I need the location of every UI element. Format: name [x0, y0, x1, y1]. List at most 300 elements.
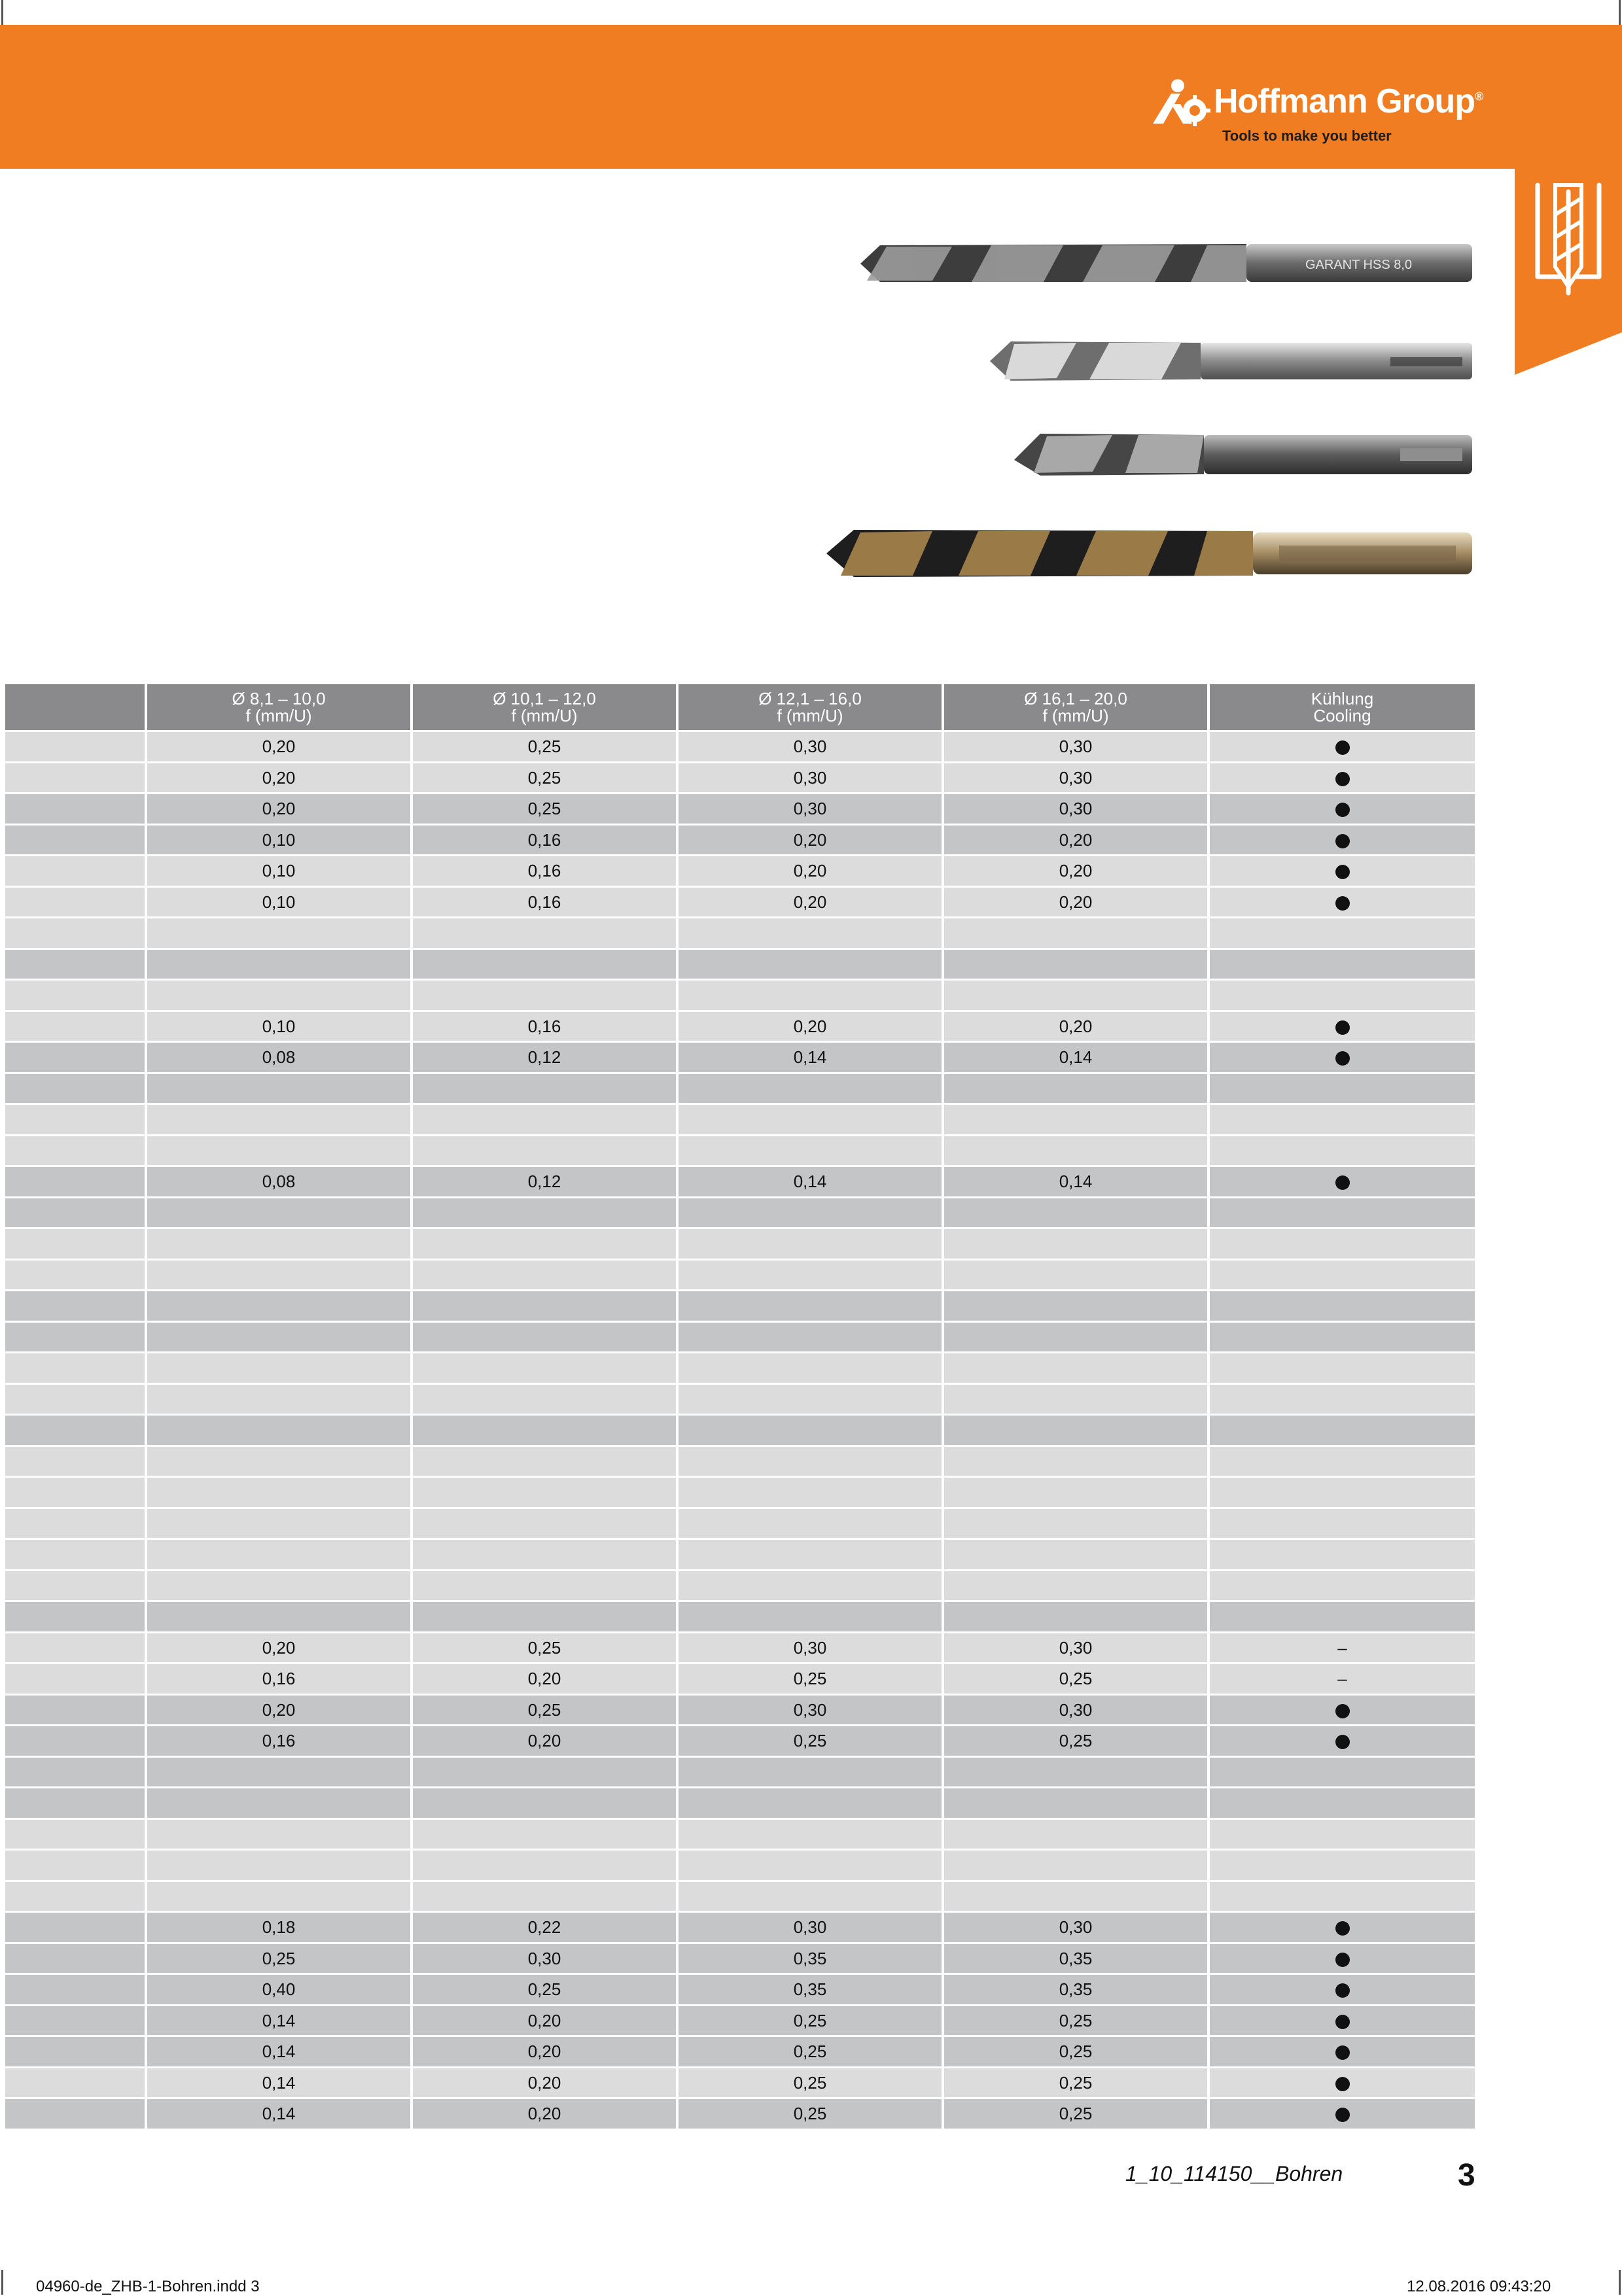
table-row — [5, 1818, 1476, 1850]
cooling-cell — [1208, 886, 1476, 918]
cooling-cell: – — [1208, 1632, 1476, 1663]
feed-value-cell — [146, 1073, 412, 1104]
feed-value-cell: 0,14 — [146, 2098, 412, 2130]
material-cell — [5, 1477, 146, 1508]
cooling-required-dot-icon — [1335, 2045, 1350, 2060]
table-row — [5, 1011, 1476, 1042]
material-cell — [5, 2036, 146, 2068]
feed-value-cell — [146, 1228, 412, 1260]
material-cell — [5, 1726, 146, 1757]
feed-value-cell — [146, 1446, 412, 1477]
feed-value-cell — [677, 1539, 943, 1571]
feed-value-cell: 0,20 — [146, 1632, 412, 1663]
table-row — [5, 948, 1476, 980]
feed-value-cell — [146, 1477, 412, 1508]
table-row — [5, 1788, 1476, 1819]
feed-value-cell — [943, 1818, 1208, 1850]
cooling-cell — [1208, 1694, 1476, 1726]
header-diameter-range-2 — [412, 684, 677, 731]
cooling-cell — [1208, 1259, 1476, 1291]
table-row — [5, 2098, 1476, 2130]
feed-value-cell — [677, 1197, 943, 1228]
feed-value-cell: 0,16 — [412, 886, 677, 918]
feed-value-cell — [146, 948, 412, 980]
table-row — [5, 918, 1476, 949]
feed-value-cell — [943, 1104, 1208, 1136]
material-cell — [5, 886, 146, 918]
table-row — [5, 762, 1476, 793]
feed-value-cell — [943, 1353, 1208, 1384]
material-cell — [5, 1446, 146, 1477]
feed-value-cell — [943, 918, 1208, 949]
feed-value-cell — [146, 1259, 412, 1291]
table-body — [5, 731, 1476, 2130]
feed-value-cell — [677, 1508, 943, 1539]
feed-value-cell: 0,30 — [943, 731, 1208, 763]
feed-value-cell — [677, 1446, 943, 1477]
cooling-cell — [1208, 1788, 1476, 1819]
material-cell — [5, 1881, 146, 1912]
cooling-cell — [1208, 1850, 1476, 1881]
feed-value-cell: 0,08 — [146, 1166, 412, 1198]
feed-value-cell: 0,25 — [412, 762, 677, 793]
feed-value-cell — [677, 980, 943, 1011]
table-row — [5, 1974, 1476, 2006]
feed-value-cell: 0,20 — [677, 824, 943, 856]
feed-value-cell: 0,25 — [412, 1632, 677, 1663]
material-cell — [5, 1539, 146, 1571]
table-row — [5, 1104, 1476, 1136]
cooling-cell — [1208, 824, 1476, 856]
table-row — [5, 1663, 1476, 1695]
cooling-required-dot-icon — [1335, 803, 1350, 817]
feed-value-cell: 0,25 — [677, 2067, 943, 2098]
feed-value-cell — [412, 1788, 677, 1819]
cooling-required-dot-icon — [1335, 1983, 1350, 1998]
feed-value-cell — [943, 1756, 1208, 1788]
cooling-required-dot-icon — [1335, 1735, 1350, 1749]
cooling-cell — [1208, 1943, 1476, 1974]
feed-value-cell — [943, 1259, 1208, 1291]
table-row — [5, 2005, 1476, 2036]
cooling-required-dot-icon — [1335, 1051, 1350, 1066]
cooling-required-dot-icon — [1335, 2108, 1350, 2122]
feed-value-cell: 0,30 — [677, 762, 943, 793]
feed-value-cell: 0,35 — [677, 1974, 943, 2006]
cooling-cell: – — [1208, 1663, 1476, 1695]
feed-value-cell — [677, 1104, 943, 1136]
feed-value-cell: 0,30 — [943, 1694, 1208, 1726]
feed-value-cell: 0,30 — [677, 731, 943, 763]
feed-value-cell — [943, 1570, 1208, 1601]
feed-value-cell — [943, 1415, 1208, 1446]
cooling-cell — [1208, 1974, 1476, 2006]
feed-value-cell — [677, 1383, 943, 1415]
feed-value-cell — [412, 1321, 677, 1353]
feed-value-cell: 0,30 — [943, 1912, 1208, 1943]
brand-name: Hoffmann Group® — [1214, 82, 1483, 120]
feed-value-cell — [943, 1135, 1208, 1166]
material-cell — [5, 1321, 146, 1353]
material-cell — [5, 1383, 146, 1415]
material-cell — [5, 731, 146, 763]
feed-value-cell: 0,25 — [412, 731, 677, 763]
feed-value-cell: 0,20 — [412, 2005, 677, 2036]
feed-value-cell — [677, 918, 943, 949]
cooling-cell — [1208, 1881, 1476, 1912]
cooling-required-dot-icon — [1335, 1175, 1350, 1190]
feed-value-cell — [943, 1881, 1208, 1912]
cooling-cell — [1208, 1912, 1476, 1943]
feed-value-cell — [146, 1383, 412, 1415]
feed-value-cell — [677, 1601, 943, 1633]
feed-value-cell: 0,25 — [943, 1663, 1208, 1695]
feed-value-cell: 0,25 — [677, 2036, 943, 2068]
feed-value-cell: 0,10 — [146, 1011, 412, 1042]
header-line-2: f (mm/U) — [1042, 706, 1109, 725]
feed-value-cell: 0,25 — [943, 2005, 1208, 2036]
feed-value-cell: 0,20 — [146, 793, 412, 825]
feed-value-cell — [943, 1291, 1208, 1322]
feed-value-cell — [146, 1321, 412, 1353]
cooling-cell — [1208, 762, 1476, 793]
crop-mark-bottom-right — [1619, 2270, 1621, 2295]
cooling-cell — [1208, 1508, 1476, 1539]
table-row — [5, 886, 1476, 918]
feed-value-cell: 0,30 — [677, 793, 943, 825]
feed-value-cell — [146, 1570, 412, 1601]
feed-value-cell — [677, 1228, 943, 1260]
feed-value-cell: 0,16 — [412, 824, 677, 856]
feed-value-cell — [943, 1508, 1208, 1539]
cooling-cell — [1208, 1756, 1476, 1788]
table-row — [5, 1601, 1476, 1633]
feed-value-cell — [677, 1415, 943, 1446]
material-cell — [5, 1788, 146, 1819]
table-row — [5, 2067, 1476, 2098]
table-row — [5, 1073, 1476, 1104]
table-row — [5, 1632, 1476, 1663]
cooling-cell — [1208, 2036, 1476, 2068]
table-row — [5, 1228, 1476, 1260]
header-diameter-range-1 — [146, 684, 412, 731]
header-line-1: Ø 16,1 – 20,0 — [1024, 689, 1127, 708]
cooling-cell — [1208, 1042, 1476, 1073]
feed-value-cell — [677, 1850, 943, 1881]
crop-mark-bottom-left — [1, 2270, 3, 2295]
drill-garant-short-image — [985, 334, 1475, 386]
feed-value-cell: 0,20 — [943, 856, 1208, 887]
feed-value-cell — [146, 1601, 412, 1633]
feed-value-cell: 0,10 — [146, 886, 412, 918]
feed-value-cell: 0,20 — [943, 824, 1208, 856]
feed-value-cell: 0,25 — [943, 2098, 1208, 2130]
material-cell — [5, 1135, 146, 1166]
feed-value-cell: 0,16 — [146, 1726, 412, 1757]
header-material — [5, 684, 146, 731]
feed-value-cell: 0,10 — [146, 824, 412, 856]
drill-holex-short-image — [1008, 428, 1475, 481]
brand-logo — [1152, 75, 1492, 154]
table-row — [5, 1694, 1476, 1726]
header-line-1: Ø 12,1 – 16,0 — [758, 689, 862, 708]
cooling-cell — [1208, 1726, 1476, 1757]
table-row — [5, 1415, 1476, 1446]
feed-value-cell: 0,30 — [943, 762, 1208, 793]
feed-value-cell: 0,30 — [677, 1632, 943, 1663]
material-cell — [5, 2098, 146, 2130]
material-cell — [5, 1291, 146, 1322]
feed-value-cell: 0,20 — [412, 2098, 677, 2130]
material-cell — [5, 1663, 146, 1695]
feed-value-cell — [412, 1353, 677, 1384]
material-cell — [5, 980, 146, 1011]
material-cell — [5, 1073, 146, 1104]
material-cell — [5, 948, 146, 980]
material-cell — [5, 2067, 146, 2098]
table-row — [5, 1166, 1476, 1198]
feed-value-cell — [943, 1850, 1208, 1881]
cooling-cell — [1208, 1570, 1476, 1601]
cooling-cell — [1208, 1166, 1476, 1198]
feed-value-cell — [146, 1415, 412, 1446]
table-row — [5, 1539, 1476, 1571]
feed-value-cell — [943, 1477, 1208, 1508]
table-row — [5, 1321, 1476, 1353]
material-cell — [5, 1166, 146, 1198]
cooling-cell — [1208, 1228, 1476, 1260]
cooling-required-dot-icon — [1335, 2015, 1350, 2029]
feed-value-cell — [412, 1756, 677, 1788]
hoffmann-logo-icon — [1152, 78, 1210, 130]
feed-value-cell: 0,30 — [677, 1912, 943, 1943]
feed-value-cell: 0,12 — [412, 1042, 677, 1073]
table-row — [5, 1383, 1476, 1415]
material-cell — [5, 918, 146, 949]
material-cell — [5, 824, 146, 856]
feed-value-cell — [412, 1601, 677, 1633]
feed-value-cell — [412, 1539, 677, 1571]
material-cell — [5, 1756, 146, 1788]
drill-holex-long-image — [821, 523, 1475, 583]
header-line-1: Kühlung — [1311, 689, 1374, 708]
feed-value-cell: 0,20 — [146, 1694, 412, 1726]
material-cell — [5, 856, 146, 887]
cooling-cell — [1208, 1291, 1476, 1322]
feed-value-cell: 0,22 — [412, 1912, 677, 1943]
table-row — [5, 793, 1476, 825]
print-slug-file: 04960-de_ZHB-1-Bohren.indd 3 — [36, 2278, 260, 2295]
feed-value-cell — [146, 1135, 412, 1166]
feed-value-cell: 0,35 — [943, 1943, 1208, 1974]
feed-value-cell: 0,16 — [412, 856, 677, 887]
header-diameter-range-4 — [943, 684, 1208, 731]
material-cell — [5, 1197, 146, 1228]
cooling-cell — [1208, 2005, 1476, 2036]
cooling-required-dot-icon — [1335, 772, 1350, 786]
header-line-1: Ø 8,1 – 10,0 — [232, 689, 326, 708]
cooling-cell — [1208, 2098, 1476, 2130]
table-header-row — [5, 684, 1476, 731]
material-cell — [5, 1632, 146, 1663]
feed-value-cell — [412, 1446, 677, 1477]
feed-value-cell — [412, 918, 677, 949]
material-cell — [5, 1694, 146, 1726]
feed-value-cell: 0,25 — [677, 1663, 943, 1695]
material-cell — [5, 1104, 146, 1136]
table-row — [5, 1259, 1476, 1291]
feed-rate-table — [5, 684, 1477, 2131]
material-cell — [5, 1912, 146, 1943]
drill-marking: GARANT HSS 8,0 — [1305, 258, 1413, 272]
feed-value-cell — [412, 980, 677, 1011]
feed-value-cell: 0,25 — [943, 2036, 1208, 2068]
cooling-required-dot-icon — [1335, 1953, 1350, 1967]
feed-value-cell — [943, 1197, 1208, 1228]
cooling-required-dot-icon — [1335, 1704, 1350, 1718]
feed-value-cell — [943, 948, 1208, 980]
feed-value-cell: 0,14 — [146, 2005, 412, 2036]
feed-value-cell: 0,14 — [146, 2036, 412, 2068]
feed-value-cell — [146, 1850, 412, 1881]
feed-value-cell — [412, 1477, 677, 1508]
feed-value-cell — [943, 1446, 1208, 1477]
cooling-cell — [1208, 1818, 1476, 1850]
material-cell — [5, 1974, 146, 2006]
feed-value-cell: 0,30 — [943, 1632, 1208, 1663]
feed-value-cell — [146, 980, 412, 1011]
table-row — [5, 1881, 1476, 1912]
drilling-section-tab-icon — [1515, 169, 1622, 375]
feed-value-cell: 0,20 — [677, 886, 943, 918]
feed-value-cell — [412, 1073, 677, 1104]
table-row — [5, 1943, 1476, 1974]
material-cell — [5, 793, 146, 825]
cooling-cell — [1208, 1011, 1476, 1042]
cooling-cell — [1208, 948, 1476, 980]
feed-value-cell — [146, 1291, 412, 1322]
feed-value-cell: 0,20 — [412, 1726, 677, 1757]
feed-value-cell: 0,14 — [943, 1166, 1208, 1198]
print-slug-timestamp: 12.08.2016 09:43:20 — [1407, 2278, 1551, 2295]
feed-value-cell — [412, 1415, 677, 1446]
table-row — [5, 1353, 1476, 1384]
feed-value-cell: 0,25 — [677, 1726, 943, 1757]
table-row — [5, 1135, 1476, 1166]
feed-value-cell — [412, 1881, 677, 1912]
feed-value-cell: 0,25 — [412, 1694, 677, 1726]
feed-value-cell: 0,12 — [412, 1166, 677, 1198]
feed-value-cell — [677, 1135, 943, 1166]
material-cell — [5, 1042, 146, 1073]
feed-value-cell — [943, 1539, 1208, 1571]
feed-value-cell — [146, 918, 412, 949]
feed-value-cell: 0,30 — [943, 793, 1208, 825]
feed-value-cell — [677, 1321, 943, 1353]
feed-value-cell: 0,40 — [146, 1974, 412, 2006]
feed-value-cell — [412, 1135, 677, 1166]
page-top-margin — [0, 0, 1622, 25]
material-cell — [5, 1850, 146, 1881]
table-row — [5, 1197, 1476, 1228]
feed-value-cell — [146, 1197, 412, 1228]
table-row — [5, 1446, 1476, 1477]
feed-value-cell — [412, 1383, 677, 1415]
table-row — [5, 1477, 1476, 1508]
feed-value-cell — [412, 1228, 677, 1260]
material-cell — [5, 1943, 146, 1974]
cooling-cell — [1208, 1383, 1476, 1415]
cooling-required-dot-icon — [1335, 1020, 1350, 1035]
crop-mark-right — [1619, 0, 1621, 25]
feed-value-cell — [412, 1818, 677, 1850]
table-row — [5, 1756, 1476, 1788]
material-cell — [5, 1228, 146, 1260]
feed-value-cell — [677, 1788, 943, 1819]
feed-value-cell — [943, 1228, 1208, 1260]
table-row — [5, 1726, 1476, 1757]
feed-value-cell — [412, 1508, 677, 1539]
feed-value-cell: 0,08 — [146, 1042, 412, 1073]
brand-tagline: Tools to make you better — [1222, 128, 1392, 144]
feed-value-cell: 0,25 — [146, 1943, 412, 1974]
feed-value-cell — [412, 1291, 677, 1322]
feed-value-cell — [412, 1570, 677, 1601]
feed-value-cell: 0,16 — [146, 1663, 412, 1695]
cooling-cell — [1208, 1353, 1476, 1384]
header-line-2: f (mm/U) — [511, 706, 578, 725]
cooling-cell — [1208, 918, 1476, 949]
material-cell — [5, 2005, 146, 2036]
feed-value-cell — [943, 1788, 1208, 1819]
material-cell — [5, 1353, 146, 1384]
feed-value-cell — [677, 1756, 943, 1788]
feed-value-cell: 0,25 — [943, 2067, 1208, 2098]
feed-value-cell — [677, 1818, 943, 1850]
material-cell — [5, 762, 146, 793]
table-row — [5, 1570, 1476, 1601]
feed-value-cell: 0,25 — [412, 1974, 677, 2006]
cooling-required-dot-icon — [1335, 834, 1350, 848]
table-row — [5, 2036, 1476, 2068]
feed-value-cell: 0,20 — [412, 2067, 677, 2098]
feed-value-cell: 0,20 — [146, 731, 412, 763]
cooling-required-dot-icon — [1335, 865, 1350, 879]
feed-value-cell: 0,20 — [677, 856, 943, 887]
cooling-required-dot-icon — [1335, 896, 1350, 911]
drill-garant-hss-image — [854, 239, 1475, 288]
header-line-2: f (mm/U) — [245, 706, 312, 725]
feed-value-cell — [677, 1570, 943, 1601]
table-row — [5, 1042, 1476, 1073]
feed-value-cell: 0,14 — [677, 1042, 943, 1073]
feed-value-cell: 0,10 — [146, 856, 412, 887]
cooling-cell — [1208, 980, 1476, 1011]
feed-value-cell: 0,14 — [677, 1166, 943, 1198]
cooling-cell — [1208, 1321, 1476, 1353]
feed-value-cell — [146, 1539, 412, 1571]
table-row — [5, 980, 1476, 1011]
table-row — [5, 1508, 1476, 1539]
cooling-cell — [1208, 1601, 1476, 1633]
feed-value-cell: 0,25 — [677, 2098, 943, 2130]
material-cell — [5, 1818, 146, 1850]
feed-value-cell: 0,20 — [677, 1011, 943, 1042]
feed-value-cell: 0,35 — [677, 1943, 943, 1974]
feed-value-cell — [146, 1104, 412, 1136]
cooling-cell — [1208, 1073, 1476, 1104]
feed-value-cell — [146, 1353, 412, 1384]
